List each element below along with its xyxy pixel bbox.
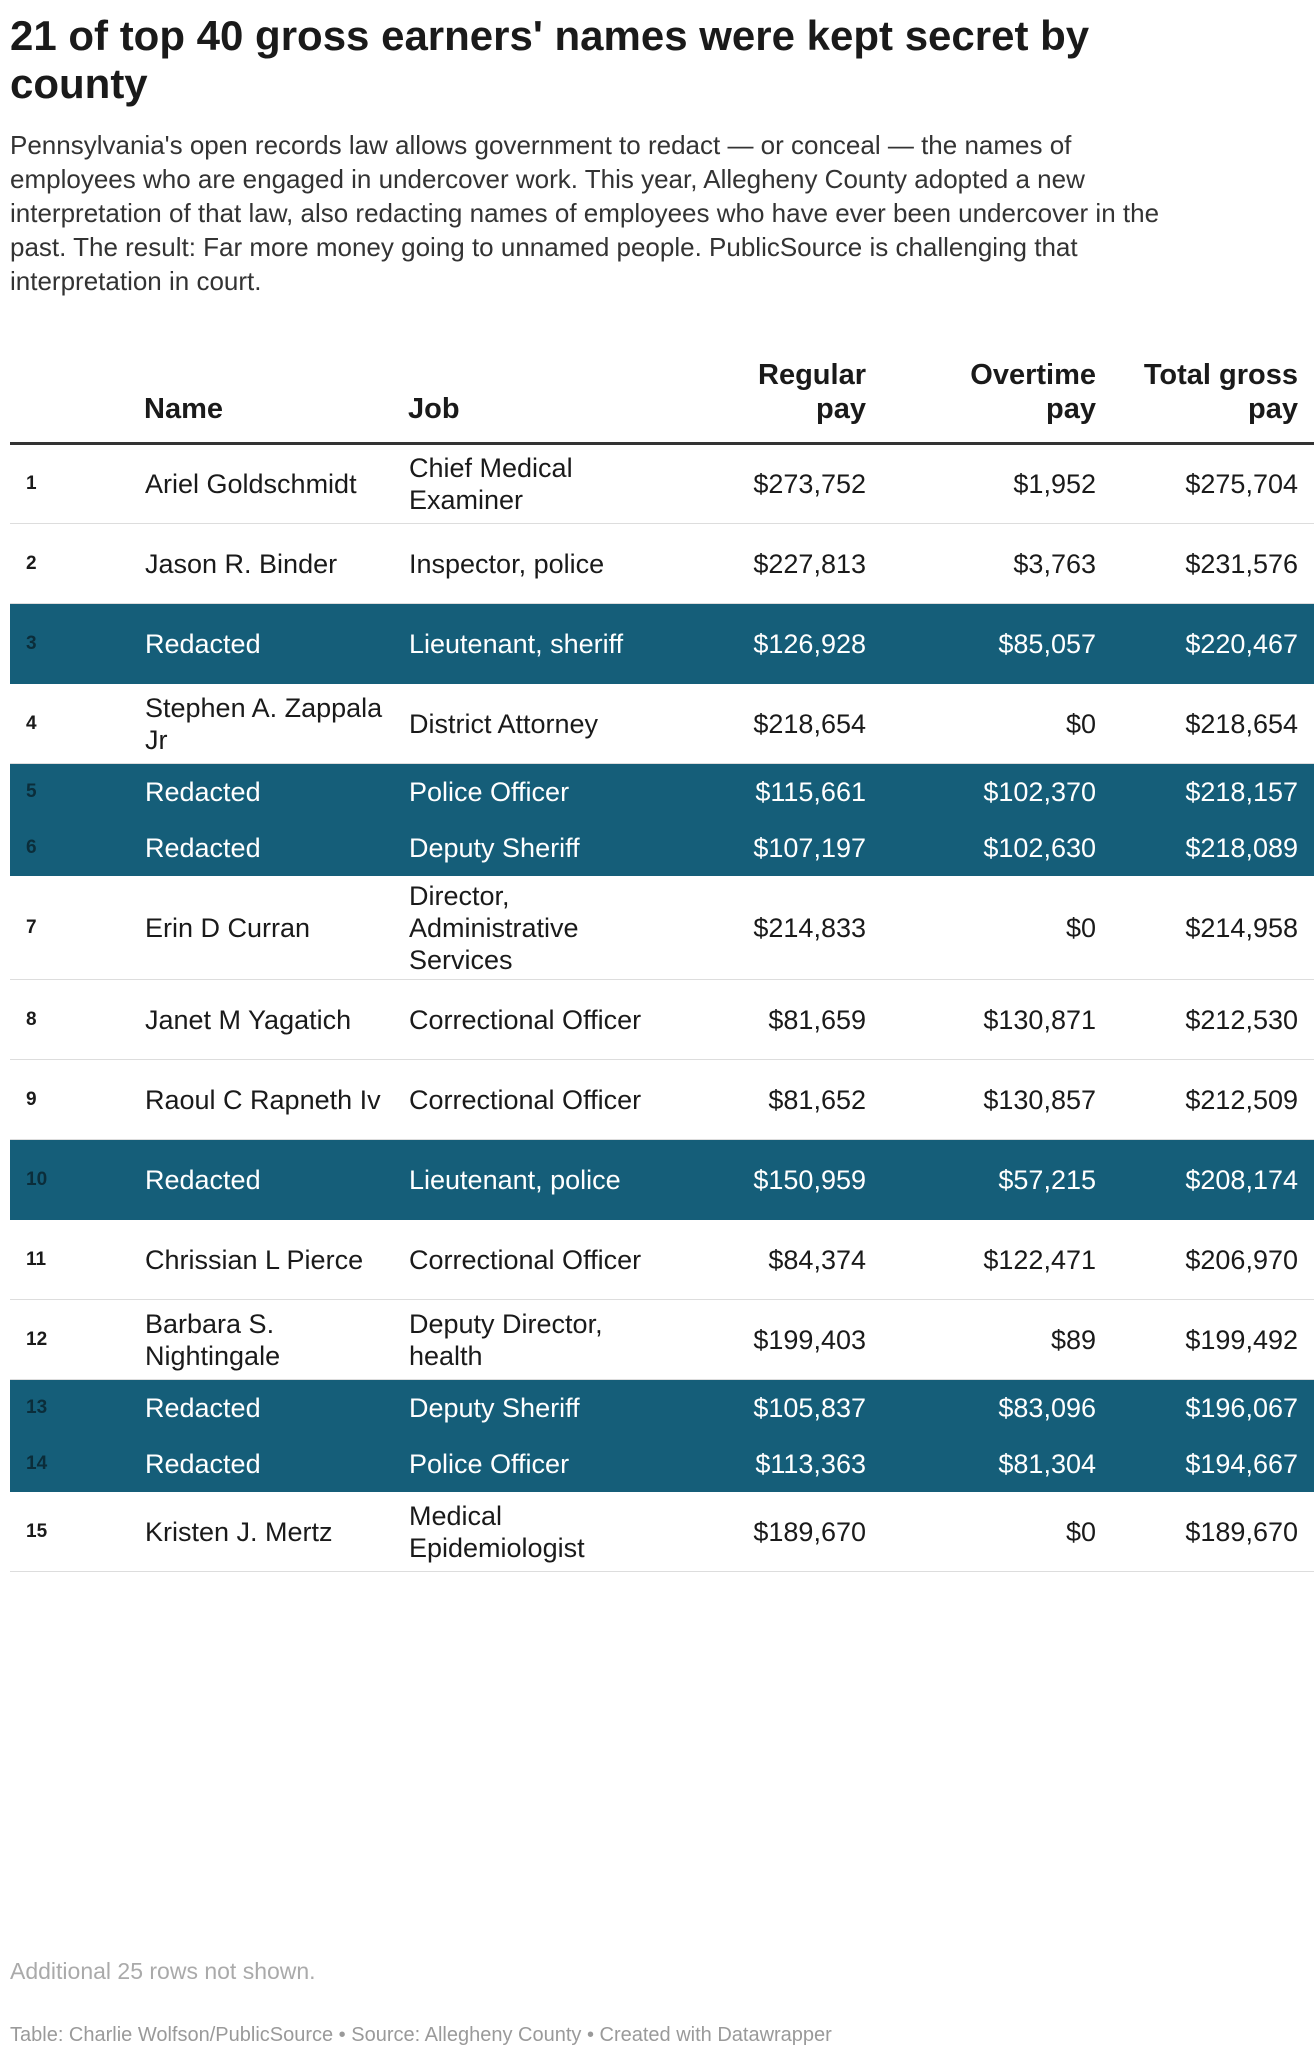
cell-job: Deputy Sheriff <box>408 1380 672 1436</box>
cell-overtime-pay: $122,471 <box>882 1220 1112 1300</box>
cell-regular-pay: $81,652 <box>672 1060 882 1140</box>
cell-total-gross-pay: $275,704 <box>1112 444 1314 524</box>
table-row <box>10 876 1314 980</box>
cell-name: Kristen J. Mertz <box>144 1492 408 1572</box>
cell-job: Correctional Officer <box>408 1060 672 1140</box>
cell-regular-pay: $115,661 <box>672 764 882 820</box>
chart-footer: Table: Charlie Wolfson/PublicSource • Source: Allegheny County • Created with Datawrapper <box>10 2024 832 2046</box>
header-regular-pay-label: Regular pay <box>758 359 866 425</box>
cell-job: Correctional Officer <box>408 980 672 1060</box>
cell-rank: 13 <box>10 1380 144 1436</box>
cell-rank: 15 <box>10 1492 144 1572</box>
cell-name: Redacted <box>144 604 408 684</box>
table-row <box>10 1436 1314 1492</box>
cell-regular-pay: $107,197 <box>672 820 882 876</box>
header-overtime-pay-label: Overtime pay <box>970 359 1096 425</box>
cell-name: Redacted <box>144 764 408 820</box>
chart-description: Pennsylvania's open records law allows government to redact — or conceal — the names of employees who are engaged in undercover work. This year, Allegheny County adopted a new interpretation of that law, also redacting names of employees who have ever been undercover in the past. The result: Far more money going to unnamed people. PublicSource is challenging that interpretation in court. <box>10 130 1160 296</box>
earners-table <box>10 350 1314 1572</box>
cell-total-gross-pay: $212,509 <box>1112 1060 1314 1140</box>
header-job: Job <box>408 350 672 444</box>
cell-rank: 14 <box>10 1436 144 1492</box>
cell-regular-pay: $189,670 <box>672 1492 882 1572</box>
cell-name: Redacted <box>144 820 408 876</box>
cell-overtime-pay: $0 <box>882 1492 1112 1572</box>
table-header-row <box>10 350 1314 444</box>
cell-total-gross-pay: $199,492 <box>1112 1300 1314 1380</box>
cell-overtime-pay: $85,057 <box>882 604 1112 684</box>
cell-regular-pay: $199,403 <box>672 1300 882 1380</box>
header-name: Name <box>144 350 408 444</box>
cell-name: Janet M Yagatich <box>144 980 408 1060</box>
cell-rank: 7 <box>10 876 144 980</box>
table-row <box>10 1380 1314 1436</box>
cell-job: Police Officer <box>408 1436 672 1492</box>
cell-job: Police Officer <box>408 764 672 820</box>
table-row <box>10 444 1314 524</box>
cell-job: Lieutenant, sheriff <box>408 604 672 684</box>
cell-job: Correctional Officer <box>408 1220 672 1300</box>
cell-overtime-pay: $3,763 <box>882 524 1112 604</box>
table-row <box>10 1300 1314 1380</box>
cell-overtime-pay: $130,857 <box>882 1060 1112 1140</box>
cell-regular-pay: $227,813 <box>672 524 882 604</box>
cell-overtime-pay: $102,370 <box>882 764 1112 820</box>
cell-rank: 1 <box>10 444 144 524</box>
cell-regular-pay: $113,363 <box>672 1436 882 1492</box>
cell-job: Director, Administrative Services <box>408 876 672 980</box>
cell-total-gross-pay: $196,067 <box>1112 1380 1314 1436</box>
table-row <box>10 1060 1314 1140</box>
cell-job: Lieutenant, police <box>408 1140 672 1220</box>
cell-regular-pay: $150,959 <box>672 1140 882 1220</box>
cell-rank: 6 <box>10 820 144 876</box>
cell-rank: 9 <box>10 1060 144 1140</box>
cell-overtime-pay: $81,304 <box>882 1436 1112 1492</box>
cell-job: Deputy Sheriff <box>408 820 672 876</box>
header-total-gross-pay-label: Total gross pay <box>1143 359 1298 425</box>
table-row <box>10 820 1314 876</box>
cell-name: Ariel Goldschmidt <box>144 444 408 524</box>
chart-title: 21 of top 40 gross earners' names were kept secret by county <box>10 12 1090 107</box>
cell-name: Raoul C Rapneth Iv <box>144 1060 408 1140</box>
header-regular-pay <box>672 350 882 444</box>
cell-overtime-pay: $57,215 <box>882 1140 1112 1220</box>
cell-name: Jason R. Binder <box>144 524 408 604</box>
table-row <box>10 604 1314 684</box>
cell-name: Redacted <box>144 1140 408 1220</box>
table-body <box>10 444 1314 1572</box>
cell-regular-pay: $273,752 <box>672 444 882 524</box>
cell-regular-pay: $218,654 <box>672 684 882 764</box>
cell-total-gross-pay: $231,576 <box>1112 524 1314 604</box>
cell-overtime-pay: $130,871 <box>882 980 1112 1060</box>
cell-rank: 12 <box>10 1300 144 1380</box>
cell-name: Stephen A. Zappala Jr <box>144 684 408 764</box>
table-row <box>10 764 1314 820</box>
cell-job: Medical Epidemiologist <box>408 1492 672 1572</box>
cell-rank: 8 <box>10 980 144 1060</box>
table-row <box>10 1140 1314 1220</box>
cell-total-gross-pay: $212,530 <box>1112 980 1314 1060</box>
cell-total-gross-pay: $218,654 <box>1112 684 1314 764</box>
cell-overtime-pay: $83,096 <box>882 1380 1112 1436</box>
cell-job: District Attorney <box>408 684 672 764</box>
cell-overtime-pay: $0 <box>882 684 1112 764</box>
cell-rank: 2 <box>10 524 144 604</box>
header-rank <box>10 350 144 444</box>
cell-regular-pay: $214,833 <box>672 876 882 980</box>
cell-overtime-pay: $1,952 <box>882 444 1112 524</box>
cell-name: Erin D Curran <box>144 876 408 980</box>
cell-total-gross-pay: $220,467 <box>1112 604 1314 684</box>
cell-total-gross-pay: $206,970 <box>1112 1220 1314 1300</box>
cell-overtime-pay: $102,630 <box>882 820 1112 876</box>
header-total-gross-pay <box>1112 350 1314 444</box>
cell-rank: 5 <box>10 764 144 820</box>
cell-total-gross-pay: $218,089 <box>1112 820 1314 876</box>
cell-name: Redacted <box>144 1380 408 1436</box>
cell-overtime-pay: $0 <box>882 876 1112 980</box>
cell-total-gross-pay: $214,958 <box>1112 876 1314 980</box>
cell-regular-pay: $81,659 <box>672 980 882 1060</box>
cell-rank: 4 <box>10 684 144 764</box>
cell-regular-pay: $126,928 <box>672 604 882 684</box>
cell-job: Deputy Director, health <box>408 1300 672 1380</box>
cell-name: Barbara S. Nightingale <box>144 1300 408 1380</box>
cell-total-gross-pay: $194,667 <box>1112 1436 1314 1492</box>
cell-rank: 10 <box>10 1140 144 1220</box>
table-row <box>10 1220 1314 1300</box>
cell-job: Chief Medical Examiner <box>408 444 672 524</box>
cell-regular-pay: $84,374 <box>672 1220 882 1300</box>
table-row <box>10 684 1314 764</box>
cell-rank: 3 <box>10 604 144 684</box>
table-row <box>10 980 1314 1060</box>
rows-not-shown-note: Additional 25 rows not shown. <box>10 1958 316 1984</box>
cell-overtime-pay: $89 <box>882 1300 1112 1380</box>
cell-regular-pay: $105,837 <box>672 1380 882 1436</box>
cell-job: Inspector, police <box>408 524 672 604</box>
cell-total-gross-pay: $218,157 <box>1112 764 1314 820</box>
cell-rank: 11 <box>10 1220 144 1300</box>
cell-total-gross-pay: $208,174 <box>1112 1140 1314 1220</box>
cell-name: Chrissian L Pierce <box>144 1220 408 1300</box>
header-overtime-pay <box>882 350 1112 444</box>
cell-name: Redacted <box>144 1436 408 1492</box>
table-row <box>10 524 1314 604</box>
table-row <box>10 1492 1314 1572</box>
cell-total-gross-pay: $189,670 <box>1112 1492 1314 1572</box>
